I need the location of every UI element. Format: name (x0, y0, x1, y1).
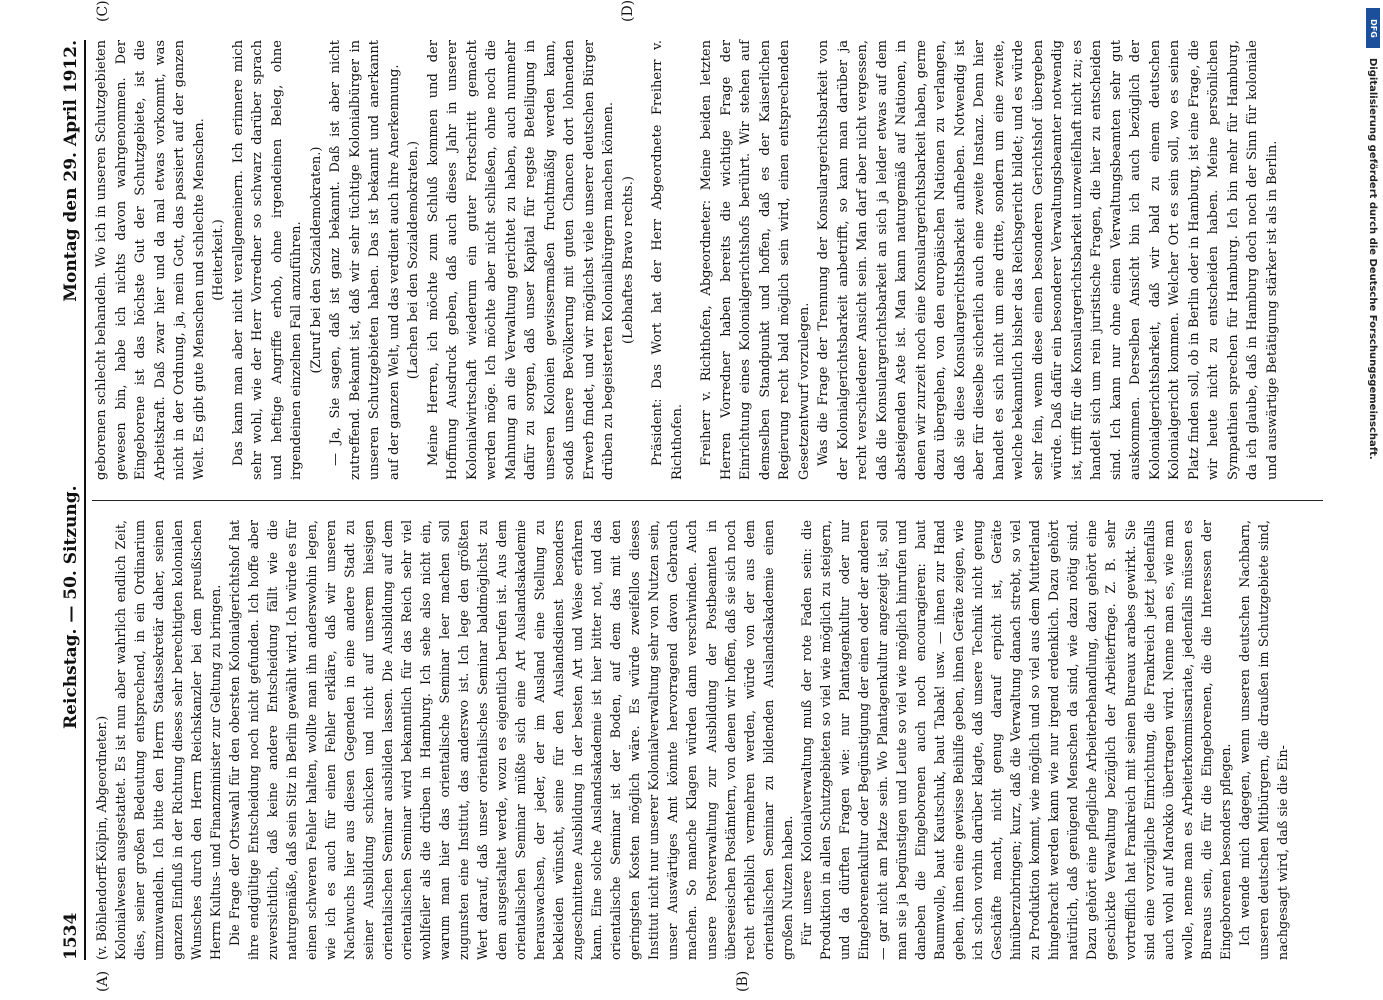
paragraph: Was die Frage der Trennung der Konsulargerichtsbarkeit von der Kolonialgerichtsbarkeit anbetrifft, so kann man darüber ja recht verschiedener Ansicht sein. Man darf aber nicht vergessen, daß die Konsulargerichtsbarkeit an sich ja leider etwas auf dem absteigenden Aste ist. Man kann naturgemäß auf Nationen, in denen wir zurzeit noch eine Konsulargerichtsbarkeit haben, gerne dazu übergehen, von den europäischen Nationen zu verlangen, daß sie diese Konsulargerichtsbarkeit aufheben. Notwendig ist aber für dieselbe sicherlich auch eine zweite Instanz. Denn hier handelt es sich nicht um eine dritte, sondern um eine zweite, welche bekanntlich bisher das Reichsgericht bildet; und es würde sehr fein, wenn diese einen besonderen Gerichtshof übergeben würde. Daß dafür ein besonderer Verwaltungsbeamter notwendig ist, trifft für die Konsulargerichtsbarkeit unzweifelhaft nicht zu; es handelt sich um rein juristische Fragen, die hier zu entscheiden sind. Ich kann nur ohne einen Verwaltungsbeamten sehr gut auskommen. Derselben Ansicht bin ich auch bezüglich der Kolonialgerichtsbarkeit, daß wir bald zu einem deutschen Kolonialgericht kommen. Welcher Ort es sein soll, wo es seinen Platz finden soll, ob in Berlin oder in Hamburg, ist eine Frage, die wir heute nicht zu entscheiden haben. Meine persönlichen Sympathien sprechen für Hamburg. Ich bin mehr für Hamburg, da ich glaube, daß in Hamburg doch noch der Sinn für koloniale und auswärtige Betätigung stärker ist als in Berlin. (816, 40, 1280, 480)
right-column (92, 40, 1282, 480)
interjection: (Lachen bei den Sozialdemokraten.) (406, 140, 421, 380)
chamber-session: Reichstag. — 50. Sitzung. (61, 485, 81, 729)
margin-marker-b: (B) (735, 970, 751, 992)
paragraph: Meine Herren, ich möchte zum Schluß kommen und der Hoffnung Ausdruck geben, daß auch dieses Jahr in unserer Kolonialwirtschaft wiederum ein guter Fortschritt gemacht werden möge. Ich möchte aber nicht schließen, ohne noch die Mahnung an die Verwaltung gerichtet zu haben, auch nunmehr dafür zu sorgen, daß unser Kapital für regste Beteiligung in unseren Kolonien gewissermaßen fruchtmäßig werden kann, sodaß unsere Bevölkerung mit guten Chancen dort lohnenden Erwerb findet, und wir möglichst viele unserer deutschen Bürger drüben zu begeisterten Kolonialbürgern machen können. (425, 40, 616, 480)
margin-marker-d: (D) (620, 0, 636, 22)
column-divider (92, 500, 1323, 501)
page-number: 1534 (61, 912, 81, 960)
paragraph: Freiherr v. Richthofen, Abgeordneter: Meine beiden letzten Herren Vorredner haben bereits die wichtige Frage der Einrichtung eines Kolonialgerichtshofs berührt. Wir stehen auf demselben Standpunkt und hoffen, daß es der Kaiserlichen Regierung recht bald möglich sein wird, einen entsprechenden Gesetzentwurf vorzulegen. (699, 40, 812, 480)
paragraph: Das kann man aber nicht verallgemeinern. Ich erinnere mich sehr wohl, wie der Herr Vorredner so schwarz darüber sprach und heftige Angriffe erhob, ohne irgendeinen Beleg, ohne irgendeinen einzelnen Fall anzuführen. (230, 40, 304, 480)
session-date: Montag den 29. April 1912. (61, 40, 81, 302)
interjection: (Zuruf bei den Sozialdemokraten.) (308, 146, 324, 374)
president-line: Präsident: Das Wort hat der Herr Abgeordnete Freiherr v. Richthofen. (650, 40, 685, 480)
interjection: (Heiterkeit.) (211, 219, 226, 301)
dfg-logo: DFG (1366, 8, 1380, 48)
paragraph: — Ja, Sie sagen, daß ist ganz bekannt. Daß ist aber nicht zutreffend. Bekannt ist, daß wir sehr tüchtige Kolonialbürger in unseren Schutzgebieten haben. Das ist bekannt und anerkannt auf der ganzen Welt, und das verdient auch ihre Anerkennung. (328, 40, 402, 480)
paragraph: Ich wende mich dagegen, wenn unseren deutschen Nachbarn, unseren deutschen Mitbürgern, die draußen im Schutzgebiete sind, nachgesagt wird, daß sie die Ein- (1236, 520, 1290, 960)
margin-marker-a: (A) (95, 970, 111, 992)
page-header (55, 40, 86, 960)
paragraph: geborenen schlecht behandeln. Wo ich in unseren Schutzgebieten gewesen bin, habe ich nichts davon wahrgenommen. Der Eingeborene ist das höchste Gut der Schutzgebiete, ist die Arbeitskraft. Daß zwar hier und da mal etwas vorkommt, was nicht in der Ordnung, ja, mein Gott, das passiert auf der ganzen Welt. Es gibt gute Menschen und schlechte Menschen. (94, 40, 207, 480)
paragraph: Kolonialwesen ausgestattet. Es ist nun aber wahrlich endlich Zeit, dies, seiner großen Bedeutung entsprechend, in ein Ordinarium umzuwandeln. Ich bitte den Herrn Staatssekretär daher, seinen ganzen Einfluß in der Richtung dieses sehr berechtigten kolonialen Wunsches durch den Herrn Reichskanzler bei dem preußischen Herrn Kultus- und Finanzminister zur Geltung zu bringen. (113, 520, 224, 960)
left-column (92, 520, 1292, 960)
paragraph: Die Frage der Ortswahl für den obersten Kolonialgerichtshof hat ihre endgültige Entscheidung noch nicht gefunden. Ich hoffe aber zuversichtlich, daß keine andere Entscheidung fällt wie die naturgemäße, daß sein Sitz in Berlin gewählt wird. Ich würde es für einen schweren Fehler halten, wollte man ihn anderswohin legen, wie ich es auch für einen Fehler erkläre, daß wir unseren Nachwuchs hier aus diesen Gegenden in eine andere Stadt zu seiner Ausbildung schicken und nicht auf unserem hiesigen orientalischen Seminar ausbilden lassen. Die Ausbildung auf dem orientalischen Seminar wird bekanntlich für das Reich sehr viel wohlfeiler als die drüben in Hamburg. Ich sehe also nicht ein, warum man hier das orientalische Seminar leer machen soll zugunsten eine Institut, das anderswo ist. Ich lege den größten Wert darauf, daß unser orientalisches Seminar baldmöglichst zu dem ausgestaltet werde, wozu es eigentlich berufen ist. Aus dem orientalischen Seminar müßte sich eine Art Auslandsakademie herauswachsen, der jeder, der im Ausland eine Stellung zu bekleiden wünscht, seine für den Auslandsdienst besonders zugeschnittene Ausbildung in der besten Art und Weise erfahren kann. Eine solche Auslandsakademie ist hier bitter not, und das orientalische Seminar ist der Boden, auf dem das mit den geringsten Kosten möglich wäre. Es würde zweifellos dieses Institut nicht nur unserer Kolonialverwaltung sehr von Nutzen sein, unser Auswärtiges Amt könnte hervorragend davon Gebrauch machen. So manche Klagen würden dann verschwinden. Auch unsere Postverwaltung zur Ausbildung der Postbeamten in überseeischen Postämtern, von denen wir hoffen, daß sie sich noch recht erheblich vermehren werden, würde von der aus dem orientalischen Seminar zu bildenden Auslandsakademie einen großen Nutzen haben. (227, 520, 795, 960)
paragraph: Für unsere Kolonialverwaltung muß der rote Faden sein: die Produktion in allen Schutzgebieten so viel wie möglich zu steigern, und da dürften Fragen wie: nur Plantagenkultur oder nur Eingeborenenkultur oder Begünstigung der einen oder der anderen — gar nicht am Platze sein. Wo Plantagenkultur angezeigt ist, soll man sie ja begünstigen und Leute so viel wie möglich hinrufen und daneben die Eingeborenen auch noch encouragieren: baut Baumwolle, baut Kautschuk, baut Tabak! usw. — ihnen zur Hand gehen, ihnen eine gewisse Beihilfe geben, ihnen Geräte zeigen, wie ich schon vorhin darüber klagte, daß unsere Technik nicht genug Geschäfte macht, nicht genug darauf erpicht ist, Geräte hinüberzubringen; kurz, daß die Verwaltung danach strebt, so viel zu Produktion kommt, wie möglich und so viel aus dem Mutterland hingebracht werden kann wie nur irgend erdenklich. Dazu gehört natürlich, daß genügend Menschen da sind, wie dazu nötig sind. Dazu gehört eine pflegliche Arbeiterbehandlung, dazu gehört eine geschickte Verwaltung bezüglich der Arbeiterfrage. Z. B. sehr vortrefflich hat Frankreich mit seinen Bureaux arabes gewirkt. Sie sind eine vorzügliche Einrichtung, die Frankreich jetzt jedenfalls auch wohl auf Marokko übertragen wird. Nenne man es, wie man wolle, nenne man es Arbeiterkommissariate, jedenfalls müssen es Bureaus sein, die für die Eingeborenen, die die Interessen der Eingeborenen besonders pflegen. (798, 520, 1233, 960)
speaker-line: (v. Böhlendorff-Kölpin, Abgeordneter.) (94, 715, 109, 960)
digitization-text: Digitalisierung gefördert durch die Deutsche Forschungsgemeinschaft. (1367, 58, 1378, 460)
interjection: (Lebhaftes Bravo rechts.) (620, 176, 636, 344)
margin-marker-c: (C) (95, 0, 111, 22)
